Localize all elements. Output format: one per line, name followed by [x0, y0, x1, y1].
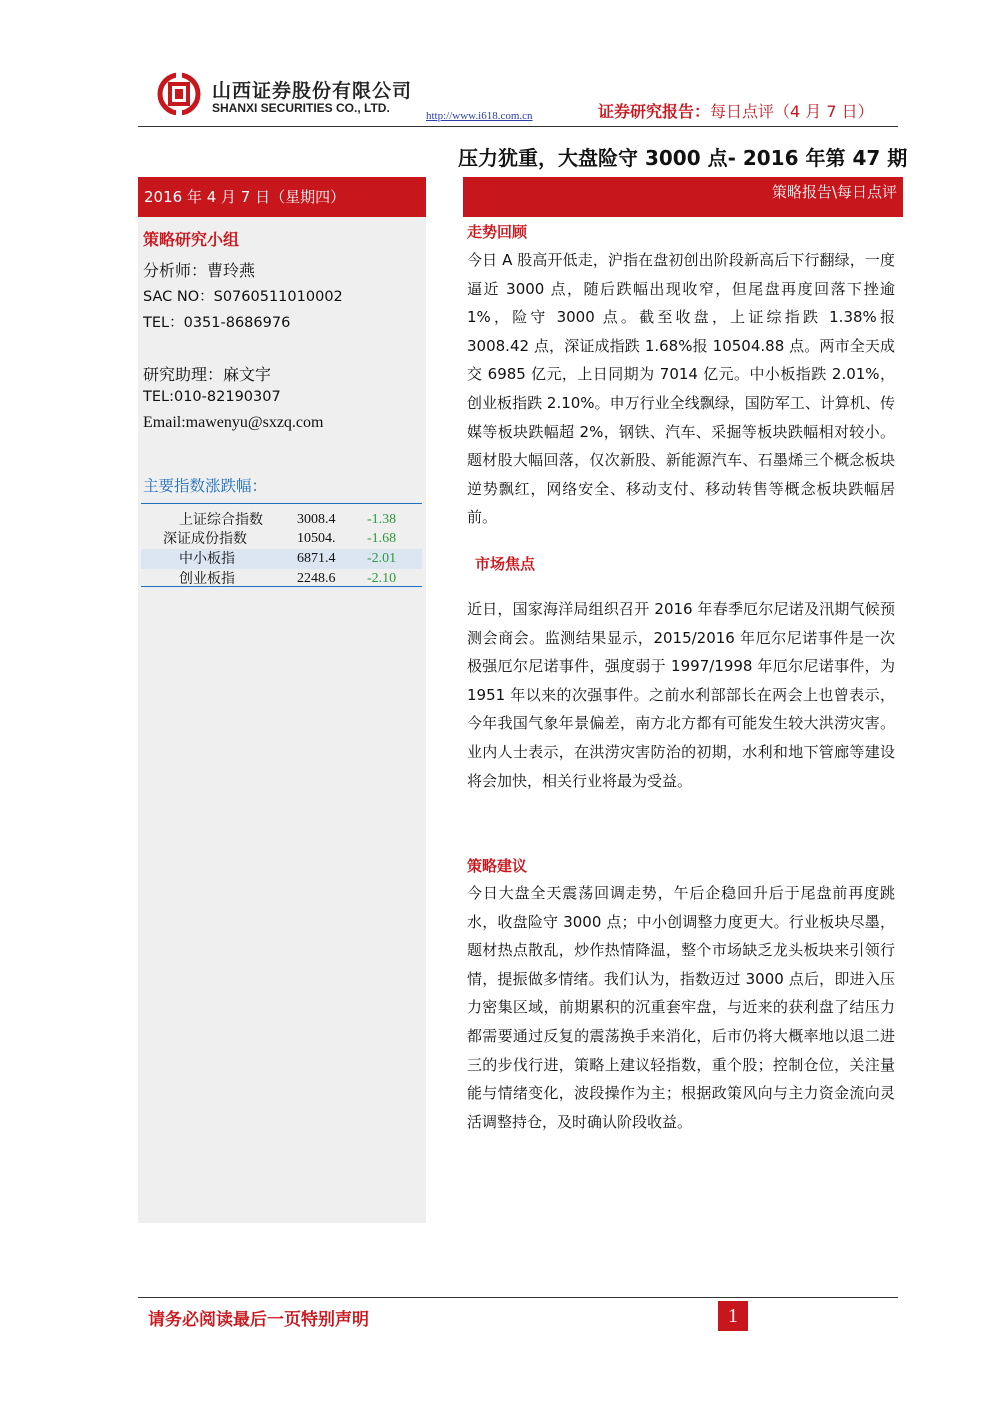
analyst-name: 分析师：曹玲燕: [143, 261, 256, 280]
company-name-en: SHANXI SECURITIES CO., LTD.: [212, 101, 390, 115]
header-divider: [138, 126, 898, 127]
index-table-title: 主要指数涨跌幅：: [143, 477, 268, 495]
table-row: [141, 549, 422, 569]
company-url-link[interactable]: http://www.i618.com.cn: [426, 110, 533, 122]
disclaimer-note: 请务必阅读最后一页特别声明: [148, 1310, 369, 1330]
team-name: 策略研究小组: [143, 230, 240, 249]
assistant-tel: TEL:010-82190307: [143, 389, 281, 405]
report-type: [598, 99, 874, 122]
left-sidebar: [138, 177, 426, 1223]
report-category: 策略报告\每日点评: [463, 177, 903, 217]
index-value: 6871.4: [297, 551, 336, 566]
table-row: [141, 529, 422, 549]
report-type-sub: 每日点评（4 月 7 日）: [710, 102, 874, 121]
assistant-name: 研究助理：麻文宇: [143, 365, 272, 384]
section-body-review: 今日 A 股高开低走，沪指在盘初创出阶段新高后下行翻绿，一度逼近 3000 点，随后跌幅出现收窄，但尾盘再度回落下挫逾 1%，险守 3000 点。截至收盘，上证综指跌 1.38%报 3008.42 点，深证成指跌 1.68%报 10504.88 点。两市全天成交 6985 亿元，上日同期为 7014 亿元。中小板指跌 2.01%，创业板指跌 2.10%。申万行业全线飘绿，国防军工、计算机、传媒等板块跌幅超 2%，钢铁、汽车、采掘等板块跌幅相对较小。题材股大幅回落，仅次新股、新能源汽车、石墨烯三个概念板块逆势飘红，网络安全、移动支付、移动转售等概念板块跌幅居前。: [467, 251, 895, 527]
index-value: 3008.4: [297, 512, 336, 527]
report-date: 2016 年 4 月 7 日（星期四）: [138, 177, 426, 217]
section-heading-focus: 市场焦点: [475, 555, 536, 573]
index-change: -2.10: [367, 571, 397, 586]
company-name-cn: 山西证券股份有限公司: [212, 80, 413, 102]
index-value: 10504.: [297, 531, 336, 546]
index-change: -1.38: [367, 512, 397, 527]
footer-divider: [138, 1297, 898, 1298]
index-change: -1.68: [367, 531, 397, 546]
index-value: 2248.6: [297, 571, 336, 586]
report-type-main: 证券研究报告：: [598, 102, 711, 121]
analyst-tel: TEL：0351-8686976: [143, 315, 291, 331]
index-change: -2.01: [367, 551, 397, 566]
section-heading-strategy: 策略建议: [467, 857, 528, 875]
assistant-email: Email:mawenyu@sxzq.com: [143, 414, 324, 431]
section-body-strategy: 今日大盘全天震荡回调走势，午后企稳回升后于尾盘前再度跳水，收盘险守 3000 点；中小创调整力度更大。行业板块尽墨，题材热点散乱，炒作热情降温，整个市场缺乏龙头板块来引领行情，提振做多情绪。我们认为，指数迈过 3000 点后，即进入压力密集区域，前期累积的沉重套牢盘，与近来的获利盘了结压力都需要通过反复的震荡换手来消化，后市仍将大概率地以退二进三的步伐行进，策略上建议轻指数，重个股；控制仓位，关注量能与情绪变化，波段操作为主；根据政策风向与主力资金流向灵活调整持仓，及时确认阶段收益。: [467, 884, 895, 1131]
page-number: 1: [718, 1301, 748, 1331]
section-heading-review: 走势回顾: [467, 223, 528, 241]
section-body-focus: 近日，国家海洋局组织召开 2016 年春季厄尔尼诺及汛期气候预测会商会。监测结果显示，2015/2016 年厄尔尼诺事件是一次极强厄尔尼诺事件，强度弱于 1997/1998 年厄尔尼诺事件，为 1951 年以来的次强事件。之前水利部部长在两会上也曾表示，今年我国气象年景偏差，南方北方都有可能发生较大洪涝灾害。业内人士表示，在洪涝灾害防治的初期，水利和地下管廊等建设将会加快，相关行业将最为受益。: [467, 600, 895, 790]
table-row: [141, 510, 422, 530]
sac-number: SAC NO：S0760511010002: [143, 289, 343, 305]
page-title: 压力犹重，大盘险守 3000 点- 2016 年第 47 期: [458, 146, 908, 170]
index-name: 深证成份指数: [163, 531, 247, 547]
table-top-rule: [141, 503, 422, 504]
index-name: 创业板指: [179, 571, 235, 587]
company-logo-icon: [157, 72, 201, 116]
index-name: 中小板指: [179, 551, 235, 567]
index-name: 上证综合指数: [179, 512, 263, 528]
table-bottom-rule: [141, 586, 422, 587]
